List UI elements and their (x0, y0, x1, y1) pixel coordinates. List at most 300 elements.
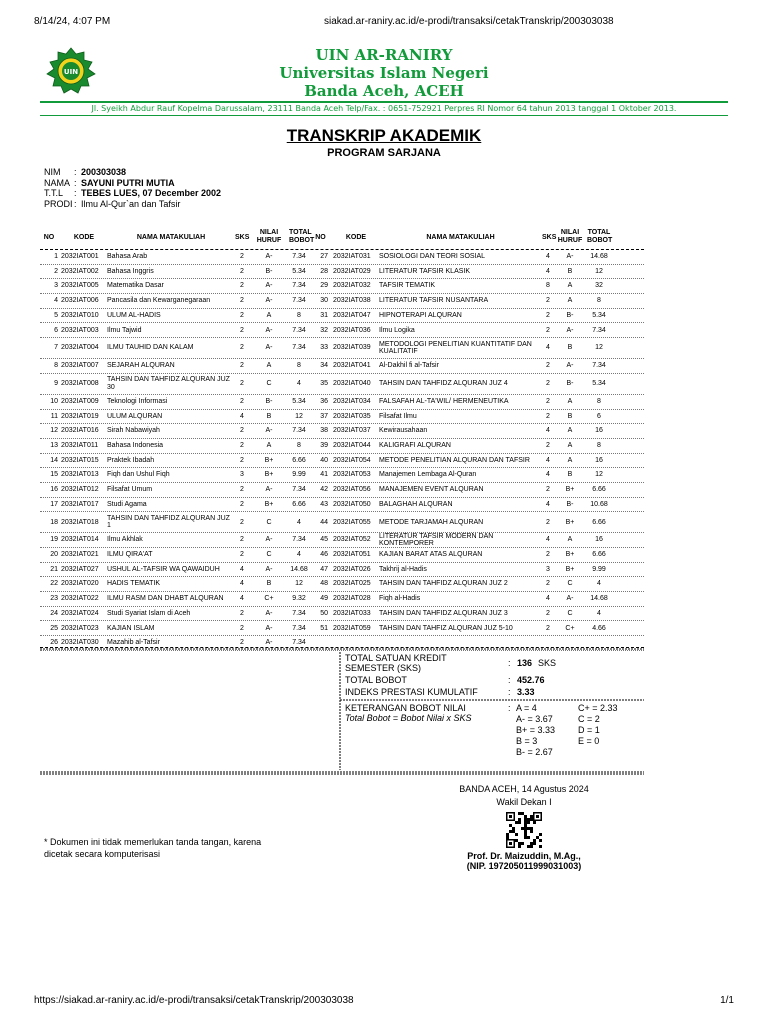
right-col-nilai-text: A (567, 282, 573, 290)
right-col-sks-text: 4 (546, 536, 550, 544)
sign-name: Prof. Dr. Maizuddin, M.Ag., (467, 851, 581, 861)
right-col-nilai-text: B+ (565, 551, 575, 559)
left-col-nilai-text: A- (265, 536, 273, 544)
right-col-no-text: 50 (320, 609, 328, 617)
left-col-kode-text: 2032IAT007 (61, 362, 99, 370)
left-col-sks-text: 2 (240, 536, 244, 544)
left-col-nilai-text: A- (265, 609, 273, 617)
left-col-nilai-text: C (266, 380, 272, 388)
left-col-kode-text: 2032IAT006 (61, 297, 99, 305)
right-col-nama-text: Ilmu Logika (379, 326, 415, 334)
right-col-nilai-text: A (567, 441, 573, 449)
right-col-sks-text: 4 (546, 267, 550, 275)
right-col-total-text: 14.68 (590, 253, 608, 261)
colon: : (74, 198, 77, 209)
right-col-kode-text: 2032IAT025 (333, 580, 371, 588)
ttl-value: TEBES LUES, 07 December 2002 (81, 188, 222, 198)
right-col-no-text: 47 (320, 565, 328, 573)
right-col-kode-text: 2032IAT035 (333, 412, 371, 420)
right-col-sks-text: 2 (546, 624, 550, 632)
left-col-kode-text: 2032IAT022 (61, 595, 99, 603)
left-col-kode-text: 2032IAT014 (61, 536, 99, 544)
right-col-no-text: 37 (320, 412, 328, 420)
right-col-no-text: 41 (320, 471, 328, 479)
print-footer-url: https://siakad.ar-raniry.ac.id/e-prodi/transaksi/cetakTranskrip/200303038 (34, 995, 354, 1006)
right-col-total-text: 8 (597, 441, 601, 449)
right-col-sks-text: 8 (546, 282, 550, 290)
summary-totals (340, 653, 644, 699)
right-col-kode-text: 2032IAT036 (333, 326, 371, 334)
left-col-kode-text: 2032IAT013 (61, 471, 99, 479)
right-col-nilai-text: A (567, 397, 573, 405)
right-col-no-text: 39 (320, 441, 328, 449)
left-col-total-text: 4 (297, 551, 301, 559)
right-col-sks-text: 4 (546, 595, 550, 603)
left-col-sks-text: 2 (240, 500, 244, 508)
prodi-label: PRODI (44, 198, 73, 209)
right-col-sks-text: 4 (546, 253, 550, 261)
right-col-sks-text: 2 (546, 297, 550, 305)
grade-column-1 (516, 703, 555, 758)
left-col-no-text: 17 (50, 500, 58, 508)
right-col-kode-text: 2032IAT041 (333, 362, 371, 370)
left-col-no-text: 7 (54, 344, 58, 352)
right-col-nilai-text: A- (566, 362, 574, 370)
grade-scale-label: KETERANGAN BOBOT NILAI (345, 703, 466, 713)
left-col-total-text: 4 (297, 380, 301, 388)
left-col-nama-text: Studi Agama (107, 500, 147, 508)
left-col-sks-text: 4 (240, 412, 244, 420)
right-col-kode-text: 2032IAT026 (333, 565, 371, 573)
right-col-nama-text: SOSIOLOGI DAN TEORI SOSIAL (379, 253, 486, 261)
left-col-no-text: 20 (50, 551, 58, 559)
right-col-kode-text: 2032IAT040 (333, 380, 371, 388)
left-col-sks-text: 2 (240, 253, 244, 261)
institution-name: UIN AR-RANIRY (315, 46, 453, 64)
right-col-kode-text: 2032IAT054 (333, 456, 371, 464)
ipk-label: INDEKS PRESTASI KUMULATIF (345, 687, 478, 697)
left-col-no-text: 26 (50, 639, 58, 647)
left-col-kode-text: 2032IAT015 (61, 456, 99, 464)
left-col-no-text: 18 (50, 518, 58, 526)
right-col-sks-text: 3 (546, 565, 550, 573)
header-right-col-total: TOTAL BOBOT (587, 229, 613, 244)
left-col-sks-text: 2 (240, 311, 244, 319)
right-col-sks-text: 4 (546, 471, 550, 479)
header-right-col-nilai: NILAI HURUF (557, 229, 583, 244)
left-col-sks-text: 2 (240, 344, 244, 352)
right-col-nilai-text: C (567, 609, 573, 617)
right-col-nama-text: LITERATUR TAFSIR KLASIK (379, 267, 471, 275)
right-col-nama-text: TAHSIN DAN TAHFIDZ ALQURAN JUZ 3 (379, 609, 508, 617)
left-col-sks-text: 2 (240, 551, 244, 559)
right-col-total-text: 6.66 (592, 551, 606, 559)
header-right-col-kode: KODE (345, 234, 367, 241)
left-col-kode-text: 2032IAT018 (61, 518, 99, 526)
right-col-kode-text: 2032IAT028 (333, 595, 371, 603)
left-col-no-text: 4 (54, 297, 58, 305)
sks-row (340, 653, 644, 675)
left-col-nama-text: TAHSIN DAN TAHFIDZ ALQURAN JUZ 30 (107, 376, 230, 391)
right-col-total-text: 5.34 (592, 311, 606, 319)
nim-label: NIM (44, 167, 61, 177)
left-col-kode-text: 2032IAT009 (61, 397, 99, 405)
print-datetime: 8/14/24, 4:07 PM (34, 16, 111, 27)
sign-place-date: BANDA ACEH, 14 Agustus 2024 (459, 784, 589, 794)
grade-formula: Total Bobot = Bobot Nilai x SKS (345, 713, 472, 723)
right-col-no-text: 51 (320, 624, 328, 632)
right-col-nama-text: HIPNOTERAPI ALQURAN (379, 311, 462, 319)
left-col-nama-text: ULUM AL-HADIS (107, 311, 161, 319)
left-col-nilai-text: B (266, 580, 272, 588)
right-col-total-text: 32 (595, 282, 603, 290)
left-col-nilai-text: A (266, 441, 272, 449)
right-col-nama-text: Filsafat Ilmu (379, 412, 417, 420)
left-col-total-text: 8 (297, 441, 301, 449)
left-col-nilai-text: A- (265, 565, 273, 573)
left-col-sks-text: 2 (240, 397, 244, 405)
grade-colon: : (508, 703, 511, 713)
right-col-nilai-text: B- (566, 500, 574, 508)
right-col-kode-text: 2032IAT056 (333, 486, 371, 494)
left-col-no-text: 12 (50, 427, 58, 435)
right-col-total-text: 12 (595, 267, 603, 275)
right-col-kode-text: 2032IAT050 (333, 500, 371, 508)
left-col-no-text: 5 (54, 311, 58, 319)
left-col-total-text: 7.34 (292, 609, 306, 617)
left-col-nilai-text: B+ (264, 456, 274, 464)
left-col-no-text: 22 (50, 580, 58, 588)
sign-nip: (NIP. 197205011999031003) (466, 861, 582, 871)
left-col-kode-text: 2032IAT003 (61, 326, 99, 334)
left-col-nama-text: ULUM ALQURAN (107, 412, 163, 420)
computer-generated-note (44, 836, 261, 860)
right-col-nilai-text: A- (566, 326, 574, 334)
right-col-nama-text: MANAJEMEN EVENT ALQURAN (379, 486, 484, 494)
qr-code (506, 812, 542, 848)
left-col-total-text: 9.32 (292, 595, 306, 603)
left-col-no-text: 13 (50, 441, 58, 449)
left-col-no-text: 15 (50, 471, 58, 479)
right-col-no-text: 29 (320, 282, 328, 290)
left-col-nama-text: TAHSIN DAN TAHFIDZ ALQURAN JUZ 1 (107, 514, 230, 530)
left-col-nama-text: ILMU TAUHID DAN KALAM (107, 344, 194, 352)
document-subtitle: PROGRAM SARJANA (327, 147, 441, 159)
left-col-no-text: 2 (54, 267, 58, 275)
header-right-col-sks: SKS (542, 234, 557, 241)
left-col-total-text: 7.34 (292, 427, 306, 435)
left-col-total-text: 7.34 (292, 536, 306, 544)
document-title: TRANSKRIP AKADEMIK (286, 126, 482, 145)
left-col-kode-text: 2032IAT023 (61, 624, 99, 632)
grade-entry: A- = 3.67 (516, 714, 553, 724)
right-col-nama-text: Manajemen Lembaga Al-Quran (379, 471, 477, 479)
right-col-total-text: 5.34 (592, 380, 606, 388)
right-col-no-text: 40 (320, 456, 328, 464)
left-col-nama-text: Bahasa Inggris (107, 267, 154, 275)
right-col-sks-text: 2 (546, 311, 550, 319)
left-col-nilai-text: B- (265, 397, 273, 405)
left-col-nilai-text: B- (265, 267, 273, 275)
ipk-row (340, 687, 644, 699)
right-col-no-text: 48 (320, 580, 328, 588)
grade-entry: C = 2 (578, 714, 600, 724)
colon: : (74, 177, 77, 188)
right-col-sks-text: 4 (546, 500, 550, 508)
header-left-col-nilai: NILAI HURUF (256, 229, 282, 244)
right-col-nilai-text: A- (566, 253, 574, 261)
right-col-nilai-text: B- (566, 380, 574, 388)
left-col-nama-text: ILMU QIRA'AT (107, 551, 153, 559)
right-col-total-text: 10.68 (590, 500, 608, 508)
header-right-col-nama: NAMA MATAKULIAH (426, 234, 495, 241)
right-col-kode-text: 2032IAT034 (333, 397, 371, 405)
right-col-total-text: 6.66 (592, 518, 606, 526)
left-col-nilai-text: A- (265, 253, 273, 261)
right-col-nilai-text: C+ (565, 624, 575, 632)
right-col-no-text: 42 (320, 486, 328, 494)
left-col-total-text: 7.34 (292, 282, 306, 290)
left-col-no-text: 8 (54, 362, 58, 370)
left-col-total-text: 7.34 (292, 639, 306, 647)
left-col-nilai-text: A- (265, 326, 273, 334)
nama-value: SAYUNI PUTRI MUTIA (81, 177, 175, 188)
right-col-kode-text: 2032IAT059 (333, 624, 371, 632)
left-col-nama-text: Matematika Dasar (107, 282, 164, 290)
right-col-nama-text: Takhrij al-Hadis (379, 565, 427, 573)
right-col-sks-text: 2 (546, 326, 550, 334)
right-col-nilai-text: C (567, 580, 573, 588)
print-page-number: 1/1 (720, 995, 734, 1006)
right-col-kode-text: 2032IAT044 (333, 441, 371, 449)
left-col-no-text: 14 (50, 456, 58, 464)
left-col-nama-text: Filsafat Umum (107, 486, 153, 494)
left-col-nama-text: Bahasa Arab (107, 253, 148, 261)
right-col-sks-text: 2 (546, 518, 550, 526)
left-col-sks-text: 2 (240, 441, 244, 449)
print-url: siakad.ar-raniry.ac.id/e-prodi/transaksi/cetakTranskrip/200303038 (324, 16, 614, 27)
left-col-nama-text: Mazahib al-Tafsir (107, 639, 160, 647)
right-col-nilai-text: B (567, 412, 573, 420)
right-col-nilai-text: A (567, 536, 573, 544)
bobot-value: 452.76 (517, 675, 545, 685)
right-col-nama-text: Kewirausahaan (379, 427, 428, 435)
left-col-sks-text: 2 (240, 486, 244, 494)
note-line-2: dicetak secara komputerisasi (44, 849, 161, 859)
institution-subtitle: Universitas Islam Negeri (279, 64, 489, 82)
left-col-total-text: 7.34 (292, 297, 306, 305)
nim-value: 200303038 (81, 167, 127, 177)
left-col-kode-text: 2032IAT017 (61, 500, 99, 508)
header-left-col-sks: SKS (235, 234, 250, 241)
institution-address: Jl. Syeikh Abdur Rauf Kopelma Darussalam, 23111 Banda Aceh Telp/Fax. : 0651-752921 Perpres RI Nomor 64 tahun 2013 tanggal 1 Oktober 2013. (40, 101, 728, 116)
right-col-total-text: 9.99 (592, 565, 606, 573)
left-col-no-text: 21 (50, 565, 58, 573)
grade-entry: A = 4 (516, 703, 537, 713)
right-col-sks-text: 2 (546, 412, 550, 420)
left-col-sks-text: 2 (240, 456, 244, 464)
left-col-total-text: 4 (297, 518, 301, 526)
left-col-total-text: 7.34 (292, 326, 306, 334)
left-col-total-text: 9.99 (292, 471, 306, 479)
right-col-total-text: 8 (597, 297, 601, 305)
left-col-nilai-text: A- (265, 297, 273, 305)
left-col-kode-text: 2032IAT005 (61, 282, 99, 290)
left-col-no-text: 3 (54, 282, 58, 290)
right-col-nama-text: KALIGRAFI ALQURAN (379, 441, 451, 449)
left-col-no-text: 10 (50, 397, 58, 405)
left-col-nilai-text: A- (265, 282, 273, 290)
right-col-nilai-text: B+ (565, 518, 575, 526)
signature-block (440, 784, 608, 871)
right-col-nama-text: BALAGHAH ALQURAN (379, 500, 453, 508)
grade-entry: C+ = 2.33 (578, 703, 618, 713)
right-col-no-text: 44 (320, 518, 328, 526)
right-col-no-text: 31 (320, 311, 328, 319)
right-col-sks-text: 2 (546, 441, 550, 449)
left-col-nama-text: Ilmu Tajwid (107, 326, 142, 334)
left-col-total-text: 8 (297, 362, 301, 370)
left-col-sks-text: 2 (240, 297, 244, 305)
right-col-nilai-text: A (567, 427, 573, 435)
left-col-sks-text: 2 (240, 639, 244, 647)
right-col-kode-text: 2032IAT051 (333, 551, 371, 559)
right-col-total-text: 4 (597, 580, 601, 588)
right-col-nama-text: Al-Dakhil fi al-Tafsir (379, 362, 439, 370)
grade-entry: B = 3 (516, 736, 538, 746)
right-col-sks-text: 2 (546, 486, 550, 494)
right-col-total-text: 6 (597, 412, 601, 420)
ttl-label: T.T.L (44, 188, 64, 198)
right-col-total-text: 12 (595, 471, 603, 479)
left-col-nama-text: SEJARAH ALQURAN (107, 362, 175, 370)
right-col-no-text: 33 (320, 344, 328, 352)
left-col-nama-text: USHUL AL-TAFSIR WA QAWAIDUH (107, 565, 220, 573)
left-col-kode-text: 2032IAT020 (61, 580, 99, 588)
right-col-sks-text: 4 (546, 427, 550, 435)
right-col-nilai-text: B (567, 344, 573, 352)
right-col-nama-text: LITERATUR TAFSIR MODERN DAN KONTEMPORER (379, 532, 494, 548)
right-col-nilai-text: B (567, 471, 573, 479)
right-col-sks-text: 2 (546, 580, 550, 588)
left-col-nama-text: HADIS TEMATIK (107, 580, 161, 588)
left-col-sks-text: 2 (240, 609, 244, 617)
right-col-nama-text: FALSAFAH AL-TA'WIL/ HERMENEUTIKA (379, 397, 509, 405)
left-col-nilai-text: B (266, 412, 272, 420)
right-col-no-text: 32 (320, 326, 328, 334)
left-col-no-text: 6 (54, 326, 58, 334)
left-col-kode-text: 2032IAT002 (61, 267, 99, 275)
left-col-no-text: 9 (54, 380, 58, 388)
right-col-sks-text: 2 (546, 380, 550, 388)
left-col-kode-text: 2032IAT010 (61, 311, 99, 319)
left-col-total-text: 7.34 (292, 344, 306, 352)
left-col-no-text: 16 (50, 486, 58, 494)
header-left-col-total: TOTAL BOBOT (289, 229, 315, 244)
right-col-nilai-text: B (567, 267, 573, 275)
right-col-sks-text: 4 (546, 456, 550, 464)
right-col-sks-text: 2 (546, 609, 550, 617)
bobot-row (340, 675, 644, 687)
left-col-nama-text: Teknologi Informasi (107, 397, 168, 405)
left-col-nilai-text: B+ (264, 500, 274, 508)
left-col-kode-text: 2032IAT004 (61, 344, 99, 352)
right-col-no-text: 49 (320, 595, 328, 603)
right-col-kode-text: 2032IAT031 (333, 253, 371, 261)
left-col-total-text: 12 (295, 412, 303, 420)
right-col-sks-text: 2 (546, 362, 550, 370)
left-col-kode-text: 2032IAT001 (61, 253, 99, 261)
right-col-total-text: 7.34 (592, 362, 606, 370)
left-col-sks-text: 2 (240, 326, 244, 334)
right-col-nama-text: TAFSIR TEMATIK (379, 282, 436, 290)
right-col-nama-text: KAJIAN BARAT ATAS ALQURAN (379, 551, 483, 559)
left-col-total-text: 5.34 (292, 397, 306, 405)
left-col-nama-text: KAJIAN ISLAM (107, 624, 155, 632)
left-col-nama-text: Praktek Ibadah (107, 456, 155, 464)
header-right-col-no: NO (315, 234, 326, 241)
right-col-sks-text: 2 (546, 397, 550, 405)
left-col-total-text: 7.34 (292, 253, 306, 261)
left-col-kode-text: 2032IAT024 (61, 609, 99, 617)
left-col-no-text: 19 (50, 536, 58, 544)
colon: : (74, 188, 77, 198)
grade-entry: D = 1 (578, 725, 600, 735)
left-col-total-text: 12 (295, 580, 303, 588)
left-col-nilai-text: A- (265, 344, 273, 352)
right-col-no-text: 46 (320, 551, 328, 559)
right-col-nama-text: TAHSIN DAN TAHFIDZ ALQURAN JUZ 4 (379, 380, 508, 388)
left-col-nilai-text: A- (265, 486, 273, 494)
left-col-nama-text: Ilmu Akhlak (107, 536, 143, 544)
left-col-total-text: 6.66 (292, 456, 306, 464)
right-col-total-text: 4.66 (592, 624, 606, 632)
right-col-total-text: 4 (597, 609, 601, 617)
bobot-label: TOTAL BOBOT (345, 675, 407, 685)
right-col-no-text: 30 (320, 297, 328, 305)
left-col-total-text: 14.68 (290, 565, 308, 573)
right-col-kode-text: 2032IAT033 (333, 609, 371, 617)
bobot-colon: : (508, 675, 511, 685)
left-col-total-text: 6.66 (292, 500, 306, 508)
left-col-nilai-text: B+ (264, 471, 274, 479)
right-col-nama-text: TAHSIN DAN TAHFIDZ ALQURAN JUZ 2 (379, 580, 508, 588)
left-col-nama-text: Fiqh dan Ushul Fiqh (107, 471, 170, 479)
right-col-nama-text: METODE TARJAMAH ALQURAN (379, 518, 484, 526)
grade-column-2 (578, 703, 618, 747)
right-col-nilai-text: B- (566, 311, 574, 319)
right-col-nama-text: METODE PENELITIAN ALQURAN DAN TAFSIR (379, 456, 530, 464)
sks-value: 136 (517, 658, 533, 668)
colon: : (74, 167, 77, 177)
grade-entry: E = 0 (578, 736, 600, 746)
left-col-nilai-text: A- (265, 639, 273, 647)
right-col-nama-text: TAHSIN DAN TAHFIZ ALQURAN JUZ 5-10 (379, 624, 513, 632)
left-col-nama-text: Bahasa Indonesia (107, 441, 164, 449)
right-col-sks-text: 2 (546, 551, 550, 559)
left-col-kode-text: 2032IAT030 (61, 639, 99, 647)
left-col-kode-text: 2032IAT027 (61, 565, 99, 573)
left-col-total-text: 7.34 (292, 486, 306, 494)
right-col-no-text: 36 (320, 397, 328, 405)
left-col-no-text: 1 (54, 253, 58, 261)
right-col-no-text: 34 (320, 362, 328, 370)
left-col-kode-text: 2032IAT021 (61, 551, 99, 559)
right-col-total-text: 12 (595, 344, 603, 352)
right-col-total-text: 6.66 (592, 486, 606, 494)
right-col-total-text: 8 (597, 397, 601, 405)
left-col-no-text: 11 (50, 412, 58, 420)
